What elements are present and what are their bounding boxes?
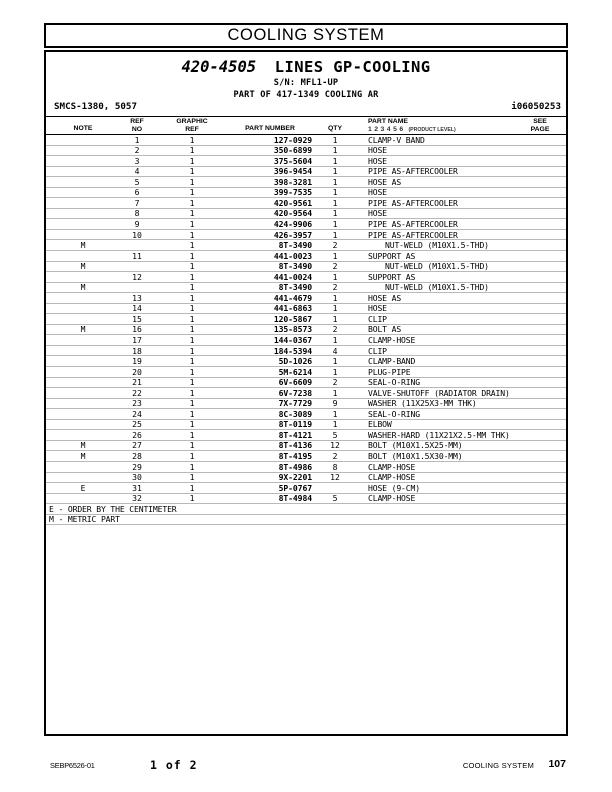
cell-ref-no: 27: [132, 440, 142, 451]
cell-part-name: CLAMP-HOSE: [368, 461, 416, 472]
cell-qty: 1: [332, 176, 338, 187]
cell-ref-no: 14: [132, 303, 142, 314]
cell-part-name: BOLT (M10X1.5X25-MM): [368, 440, 463, 451]
cell-ref-no: 28: [132, 451, 142, 461]
cell-graphic-ref: 1: [189, 356, 195, 367]
cell-part-number: 8T-4136: [278, 440, 312, 451]
group-header-block: [44, 50, 568, 116]
cell-part-number: 8T-3490: [278, 282, 312, 293]
cell-part-number: 8T-4984: [278, 493, 312, 504]
cell-qty: 8: [332, 461, 338, 472]
cell-ref-no: 5: [134, 176, 140, 187]
cell-graphic-ref: 1: [189, 303, 195, 314]
cell-part-name: CLAMP-HOSE: [368, 472, 416, 483]
table-row[interactable]: [46, 367, 566, 378]
cell-graphic-ref: 1: [189, 218, 195, 229]
cell-part-number: 420-9561: [273, 197, 312, 208]
cell-qty: 1: [332, 145, 338, 156]
cell-part-name: HOSE AS: [368, 176, 402, 187]
table-row[interactable]: [46, 251, 566, 262]
cell-graphic-ref: 1: [189, 197, 195, 208]
cell-ref-no: 21: [132, 377, 142, 388]
column-header-product-levels: [368, 126, 456, 135]
cell-note: M: [80, 440, 86, 451]
table-row[interactable]: [46, 209, 566, 220]
cell-graphic-ref: 1: [189, 429, 195, 440]
cell-part-name: PLUG-PIPE: [368, 366, 411, 377]
cell-ref-no: 7: [134, 197, 140, 208]
cell-part-name: BOLT (M10X1.5X30-MM): [368, 451, 463, 461]
cell-part-name: BOLT AS: [368, 324, 402, 335]
cell-ref-no: 18: [132, 345, 142, 356]
cell-qty: 1: [332, 387, 338, 398]
cell-graphic-ref: 1: [189, 261, 195, 272]
cell-ref-no: 24: [132, 408, 142, 419]
cell-ref-no: 12: [132, 271, 142, 282]
cell-part-number: 9X-2201: [278, 472, 312, 483]
cell-part-name: HOSE: [368, 303, 387, 314]
cell-qty: 1: [332, 292, 338, 303]
table-row[interactable]: [46, 262, 566, 273]
cell-note: M: [80, 282, 86, 293]
table-row[interactable]: [46, 430, 566, 441]
cell-qty: 9: [332, 398, 338, 409]
cell-part-number: 127-0929: [273, 134, 312, 145]
cell-ref-no: 17: [132, 334, 142, 345]
column-header-ref-no: [116, 118, 158, 133]
cell-qty: 1: [332, 166, 338, 177]
cell-qty: 1: [332, 271, 338, 282]
group-name: LINES GP-COOLING: [274, 58, 431, 76]
cell-qty: 1: [332, 187, 338, 198]
banner-title-box: [44, 23, 568, 48]
cell-part-name: SUPPORT AS: [368, 271, 416, 282]
cell-part-number: 396-9454: [273, 166, 312, 177]
cell-graphic-ref: 1: [189, 145, 195, 156]
cell-part-number: 441-0024: [273, 271, 312, 282]
document-id: i06050253: [511, 101, 561, 112]
cell-qty: 1: [332, 313, 338, 324]
cell-qty: 12: [330, 472, 340, 483]
cell-qty: 1: [332, 250, 338, 261]
table-row[interactable]: [46, 272, 566, 283]
column-header-graphic-ref-line2: REF: [185, 125, 199, 133]
cell-graphic-ref: 1: [189, 482, 195, 493]
cell-ref-no: 6: [134, 187, 140, 198]
column-header-qty: QTY: [328, 125, 342, 132]
cell-part-name: NUT-WELD (M10X1.5-THD): [385, 240, 489, 251]
table-row[interactable]: [46, 177, 566, 188]
cell-ref-no: 25: [132, 419, 142, 430]
cell-part-name: CLAMP-HOSE: [368, 493, 416, 504]
legend-row: [46, 515, 566, 526]
cell-part-number: 8C-3089: [278, 408, 312, 419]
part-of-line: PART OF 417-1349 COOLING AR: [233, 90, 379, 100]
cell-qty: 12: [330, 440, 340, 451]
cell-graphic-ref: 1: [189, 472, 195, 483]
cell-qty: 1: [332, 334, 338, 345]
column-header-graphic-ref-line1: GRAPHIC: [176, 118, 208, 125]
cell-qty: 1: [332, 419, 338, 430]
parts-table: [44, 116, 568, 736]
column-header-ref-no-line2: NO: [131, 125, 143, 133]
cell-part-name: CLIP: [368, 345, 387, 356]
cell-graphic-ref: 1: [189, 292, 195, 303]
cell-part-name: SEAL-O-RING: [368, 408, 420, 419]
cell-ref-no: 9: [134, 218, 140, 229]
column-header-graphic-ref: [162, 118, 222, 133]
cell-part-number: 441-4679: [273, 292, 312, 303]
cell-qty: 1: [332, 356, 338, 367]
cell-part-number: 135-8573: [273, 324, 312, 335]
cell-note: E: [80, 482, 86, 493]
table-row[interactable]: [46, 293, 566, 304]
cell-graphic-ref: 1: [189, 334, 195, 345]
cell-graphic-ref: 1: [189, 377, 195, 388]
group-heading: [46, 58, 566, 76]
cell-qty: 2: [332, 377, 338, 388]
cell-ref-no: 3: [134, 155, 140, 166]
table-header-row: [46, 117, 566, 135]
cell-part-name: WASHER (11X25X3-MM THK): [368, 398, 477, 409]
table-row[interactable]: [46, 399, 566, 410]
cell-part-name: HOSE: [368, 208, 387, 219]
table-row[interactable]: [46, 198, 566, 209]
cell-part-name: CLAMP-V BAND: [368, 134, 425, 145]
cell-part-name: ELBOW: [368, 419, 392, 430]
cell-part-number: 8T-0119: [278, 419, 312, 430]
table-row[interactable]: [46, 156, 566, 167]
cell-ref-no: 11: [132, 250, 142, 261]
column-header-ref-no-line1: REF: [130, 118, 144, 125]
cell-ref-no: 13: [132, 292, 142, 303]
cell-part-name: PIPE AS-AFTERCOOLER: [368, 166, 458, 177]
legend-row: [46, 504, 566, 515]
cell-part-name: CLAMP-BAND: [368, 356, 416, 367]
cell-part-name: HOSE AS: [368, 292, 402, 303]
cell-note: M: [80, 451, 86, 461]
cell-graphic-ref: 1: [189, 176, 195, 187]
cell-qty: 2: [332, 261, 338, 272]
cell-graphic-ref: 1: [189, 134, 195, 145]
table-row[interactable]: [46, 420, 566, 431]
cell-qty: 1: [332, 303, 338, 314]
table-row[interactable]: [46, 230, 566, 241]
footer-section-name: COOLING SYSTEM: [462, 761, 534, 770]
cell-part-number: 5M-6214: [278, 366, 312, 377]
cell-ref-no: 31: [132, 482, 142, 493]
column-header-part-number: PART NUMBER: [245, 125, 295, 132]
cell-ref-no: 29: [132, 461, 142, 472]
cell-part-number: 8T-4986: [278, 461, 312, 472]
column-header-see-page: [518, 118, 562, 133]
cell-graphic-ref: 1: [189, 461, 195, 472]
cell-graphic-ref: 1: [189, 366, 195, 377]
cell-qty: 5: [332, 493, 338, 504]
cell-qty: 1: [332, 208, 338, 219]
table-row[interactable]: [46, 473, 566, 484]
cell-part-number: 6V-6609: [278, 377, 312, 388]
table-row[interactable]: [46, 462, 566, 473]
table-row[interactable]: [46, 188, 566, 199]
cell-part-name: NUT-WELD (M10X1.5-THD): [385, 282, 489, 293]
cell-part-number: 441-0023: [273, 250, 312, 261]
cell-part-name: SEAL-O-RING: [368, 377, 420, 388]
cell-part-name: HOSE: [368, 187, 387, 198]
cell-part-number: 8T-3490: [278, 261, 312, 272]
column-header-part-name: PART NAME: [368, 118, 408, 125]
cell-part-number: 120-5867: [273, 313, 312, 324]
cell-qty: 4: [332, 345, 338, 356]
cell-part-number: 375-5604: [273, 155, 312, 166]
cell-graphic-ref: 1: [189, 493, 195, 504]
cell-part-name: PIPE AS-AFTERCOOLER: [368, 229, 458, 240]
cell-ref-no: 1: [134, 134, 140, 145]
product-level-note: (PRODUCT LEVEL): [408, 127, 456, 133]
cell-part-number: 399-7535: [273, 187, 312, 198]
cell-qty: 2: [332, 451, 338, 461]
cell-graphic-ref: 1: [189, 229, 195, 240]
legend-text: E - ORDER BY THE CENTIMETER: [49, 503, 177, 514]
cell-qty: 2: [332, 324, 338, 335]
cell-graphic-ref: 1: [189, 440, 195, 451]
cell-part-name: NUT-WELD (M10X1.5-THD): [385, 261, 489, 272]
cell-ref-no: 15: [132, 313, 142, 324]
cell-qty: 2: [332, 282, 338, 293]
table-body: [46, 135, 566, 504]
table-row[interactable]: [46, 167, 566, 178]
cell-qty: 1: [332, 134, 338, 145]
table-row[interactable]: [46, 409, 566, 420]
table-row[interactable]: [46, 356, 566, 367]
cell-graphic-ref: 1: [189, 451, 195, 461]
table-row[interactable]: [46, 451, 566, 462]
cell-ref-no: 30: [132, 472, 142, 483]
cell-graphic-ref: 1: [189, 345, 195, 356]
banner-title: COOLING SYSTEM: [227, 26, 385, 44]
cell-qty: 2: [332, 240, 338, 251]
table-row[interactable]: [46, 494, 566, 505]
table-row[interactable]: [46, 335, 566, 346]
cell-ref-no: 8: [134, 208, 140, 219]
smcs-code: SMCS-1380, 5057: [54, 101, 137, 112]
footer-page-number: 107: [548, 758, 566, 770]
cell-part-number: 8T-4195: [278, 451, 312, 461]
cell-part-number: 144-0367: [273, 334, 312, 345]
cell-qty: 5: [332, 429, 338, 440]
cell-part-name: PIPE AS-AFTERCOOLER: [368, 197, 458, 208]
cell-graphic-ref: 1: [189, 240, 195, 251]
cell-part-name: HOSE: [368, 145, 387, 156]
table-row[interactable]: [46, 388, 566, 399]
table-row[interactable]: [46, 483, 566, 494]
table-row[interactable]: [46, 346, 566, 357]
cell-graphic-ref: 1: [189, 282, 195, 293]
cell-part-name: PIPE AS-AFTERCOOLER: [368, 218, 458, 229]
product-level-numbers: 1 2 3 4 5 6: [368, 126, 404, 133]
column-header-see-page-line2: PAGE: [530, 125, 550, 133]
cell-graphic-ref: 1: [189, 419, 195, 430]
cell-note: M: [80, 324, 86, 335]
legend-text: M - METRIC PART: [49, 514, 120, 525]
cell-part-name: HOSE (9-CM): [368, 482, 420, 493]
cell-qty: 1: [332, 229, 338, 240]
table-row[interactable]: [46, 304, 566, 315]
serial-number: S/N: MFL1-UP: [273, 78, 339, 88]
cell-graphic-ref: 1: [189, 408, 195, 419]
cell-ref-no: 10: [132, 229, 142, 240]
cell-part-number: 7X-7729: [278, 398, 312, 409]
cell-ref-no: 4: [134, 166, 140, 177]
cell-part-number: 184-5394: [273, 345, 312, 356]
footer-document-number: SEBP6526-01: [50, 761, 95, 770]
cell-graphic-ref: 1: [189, 155, 195, 166]
table-row[interactable]: [46, 325, 566, 336]
table-row[interactable]: [46, 135, 566, 146]
cell-part-name: VALVE-SHUTOFF (RADIATOR DRAIN): [368, 387, 510, 398]
page-footer: [44, 758, 568, 774]
smcs-row: [46, 101, 566, 114]
cell-note: M: [80, 261, 86, 272]
cell-part-name: CLIP: [368, 313, 387, 324]
cell-qty: 1: [332, 218, 338, 229]
cell-part-number: 426-3957: [273, 229, 312, 240]
cell-graphic-ref: 1: [189, 187, 195, 198]
cell-ref-no: 2: [134, 145, 140, 156]
cell-graphic-ref: 1: [189, 313, 195, 324]
cell-qty: 1: [332, 366, 338, 377]
cell-graphic-ref: 1: [189, 166, 195, 177]
cell-ref-no: 26: [132, 429, 142, 440]
cell-part-number: 398-3281: [273, 176, 312, 187]
table-row[interactable]: [46, 219, 566, 230]
cell-part-name: HOSE: [368, 155, 387, 166]
cell-graphic-ref: 1: [189, 324, 195, 335]
cell-part-number: 6V-7238: [278, 387, 312, 398]
cell-part-name: WASHER-HARD (11X21X2.5-MM THK): [368, 429, 510, 440]
cell-part-number: 350-6899: [273, 145, 312, 156]
cell-graphic-ref: 1: [189, 250, 195, 261]
column-header-note: NOTE: [73, 125, 93, 132]
table-row[interactable]: [46, 441, 566, 452]
cell-part-number: 8T-3490: [278, 240, 312, 251]
cell-graphic-ref: 1: [189, 398, 195, 409]
cell-part-number: 8T-4121: [278, 429, 312, 440]
table-row[interactable]: [46, 314, 566, 325]
cell-part-number: 420-9564: [273, 208, 312, 219]
column-header-see-page-line1: SEE: [533, 118, 547, 125]
cell-part-name: SUPPORT AS: [368, 250, 416, 261]
table-row[interactable]: [46, 378, 566, 389]
cell-part-number: 441-6863: [273, 303, 312, 314]
cell-ref-no: 20: [132, 366, 142, 377]
cell-part-name: CLAMP-HOSE: [368, 334, 416, 345]
table-row[interactable]: [46, 283, 566, 294]
cell-note: M: [80, 240, 86, 251]
footer-page-of: 1 of 2: [150, 758, 198, 772]
table-row[interactable]: [46, 146, 566, 157]
cell-ref-no: 19: [132, 356, 142, 367]
cell-graphic-ref: 1: [189, 208, 195, 219]
cell-ref-no: 32: [132, 493, 142, 504]
table-row[interactable]: [46, 240, 566, 251]
cell-part-number: 424-9906: [273, 218, 312, 229]
cell-graphic-ref: 1: [189, 387, 195, 398]
cell-graphic-ref: 1: [189, 271, 195, 282]
cell-qty: 1: [332, 155, 338, 166]
group-number: 420-4505: [181, 58, 257, 76]
cell-qty: 1: [332, 408, 338, 419]
cell-ref-no: 22: [132, 387, 142, 398]
cell-part-number: 5D-1026: [278, 356, 312, 367]
cell-ref-no: 16: [132, 324, 142, 335]
cell-qty: 1: [332, 197, 338, 208]
cell-part-number: 5P-0767: [278, 482, 312, 493]
table-legend: [46, 504, 566, 525]
cell-ref-no: 23: [132, 398, 142, 409]
